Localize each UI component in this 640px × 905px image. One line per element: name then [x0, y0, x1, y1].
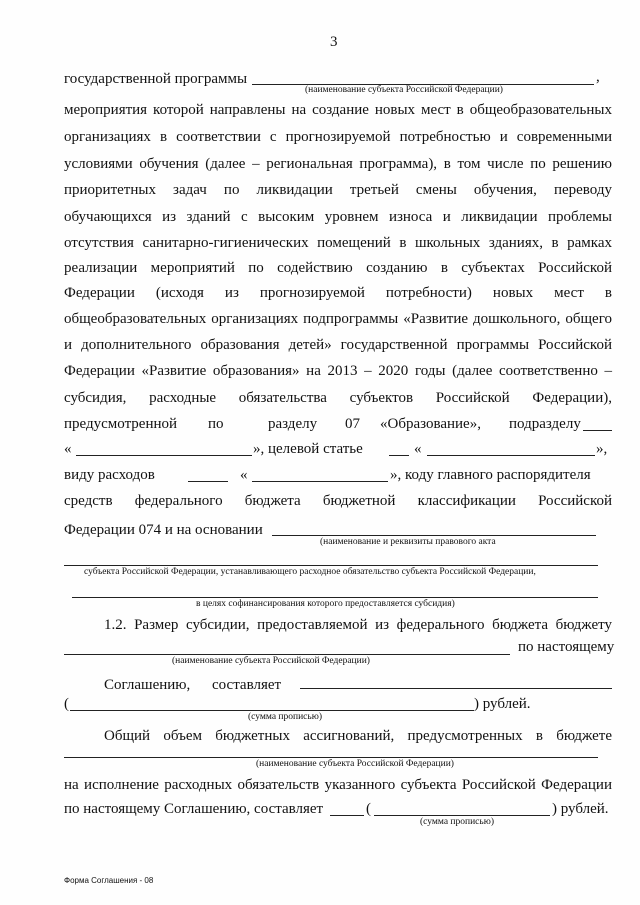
text-line: составляет [212, 677, 282, 693]
text-line: мероприятия которой направлены на создание новых мест в общеобразовательных [64, 102, 612, 118]
text-line: общеобразовательных организациях подпрограммы «Развитие дошкольного, общего [64, 311, 612, 327]
field-caption: (наименование субъекта Российской Федерации) [172, 656, 370, 666]
text-line: Федерации 074 и на основании [64, 522, 263, 538]
subsection-code-field[interactable] [583, 430, 612, 431]
expense-type-name-field[interactable] [252, 481, 388, 482]
field-caption: субъекта Российской Федерации, устанавливающего расходное обязательство субъекта Российской Федерации, [84, 567, 536, 577]
text-line: виду расходов [64, 467, 155, 483]
text-line: Соглашению, [104, 677, 191, 693]
text-line: по настоящему Соглашению, составляет [64, 801, 324, 817]
text-line: по настоящему [518, 639, 615, 655]
text-line: средств федерального бюджета бюджетной классификации Российской [64, 493, 612, 509]
subsidy-amount-field[interactable] [300, 688, 612, 689]
text-line: на исполнение расходных обязательств указанного субъекта Российской Федерации [64, 777, 612, 793]
text-line: « [240, 467, 248, 483]
field-caption: (сумма прописью) [248, 712, 322, 722]
subsection-name-field[interactable] [76, 455, 252, 456]
text-line: «Образование», [380, 416, 481, 432]
expense-type-code-field[interactable] [188, 481, 228, 482]
text-line: », коду главного распорядителя [390, 467, 591, 483]
text-line: ( [64, 696, 69, 712]
text-line: « [414, 441, 422, 457]
text-line: приоритетных задач по ликвидации третьей смены обучения, переводу [64, 182, 612, 198]
text-line: организациях в соответствии с прогнозируемой потребностью и современными [64, 129, 612, 145]
text-line: обучающихся из зданий с высоким уровнем износа и ликвидации проблемы [64, 209, 612, 225]
text-line: Федерации «Развитие образования» на 2013 – 2020 годы (далее соответственно – [64, 363, 612, 379]
field-caption: в целях софинансирования которого предоставляется субсидия) [196, 599, 455, 609]
text-line: », целевой статье [253, 441, 363, 457]
text-line: ) рублей. [474, 696, 531, 712]
text-line: реализации мероприятий по содействию созданию в субъектах Российской [64, 260, 612, 276]
text-line: по [208, 416, 224, 432]
text-line: и дополнительного образования детей» государственной программы Российской [64, 337, 612, 353]
text-line: « [64, 441, 72, 457]
legal-act-field-continued[interactable] [64, 565, 598, 566]
field-caption: (наименование субъекта Российской Федерации) [256, 759, 454, 769]
text-line: , [596, 69, 600, 85]
subsidy-amount-words-field[interactable] [70, 710, 474, 711]
text-line: государственной программы [64, 71, 248, 87]
text-line: подразделу [509, 416, 581, 432]
subject-budget-field[interactable] [64, 654, 510, 655]
text-line: условиями обучения (далее – региональная программа), в том числе по решению [64, 156, 612, 172]
page-number: 3 [330, 34, 338, 50]
form-footer: Форма Соглашения - 08 [64, 876, 154, 885]
subject-budget-field[interactable] [64, 757, 598, 758]
text-line: ) рублей. [552, 801, 609, 817]
target-item-name-field[interactable] [427, 455, 595, 456]
text-line: 07 [345, 416, 360, 432]
allocations-amount-field[interactable] [330, 815, 364, 816]
legal-act-field-continued[interactable] [72, 597, 598, 598]
field-caption: (наименование субъекта Российской Федерации) [305, 85, 503, 95]
target-item-code-field[interactable] [389, 455, 409, 456]
text-line: », [596, 441, 608, 457]
text-line: субсидия, расходные обязательства субъектов Российской Федерации), [64, 390, 612, 406]
text-line: ( [366, 801, 371, 817]
field-caption: (сумма прописью) [420, 817, 494, 827]
text-line: отсутствия санитарно-гигиенических помещений в школьных зданиях, в рамках [64, 235, 612, 251]
field-caption: (наименование и реквизиты правового акта [320, 537, 496, 547]
allocations-amount-words-field[interactable] [374, 815, 550, 816]
text-line: Федерации (исходя из прогнозируемой потребности) новых мест в [64, 285, 612, 301]
text-line: предусмотренной [64, 416, 178, 432]
text-line: Общий объем бюджетных ассигнований, предусмотренных в бюджете [104, 728, 612, 744]
legal-act-field[interactable] [272, 535, 596, 536]
text-line: разделу [268, 416, 318, 432]
text-line: 1.2. Размер субсидии, предоставляемой из федерального бюджета бюджету [104, 617, 612, 633]
